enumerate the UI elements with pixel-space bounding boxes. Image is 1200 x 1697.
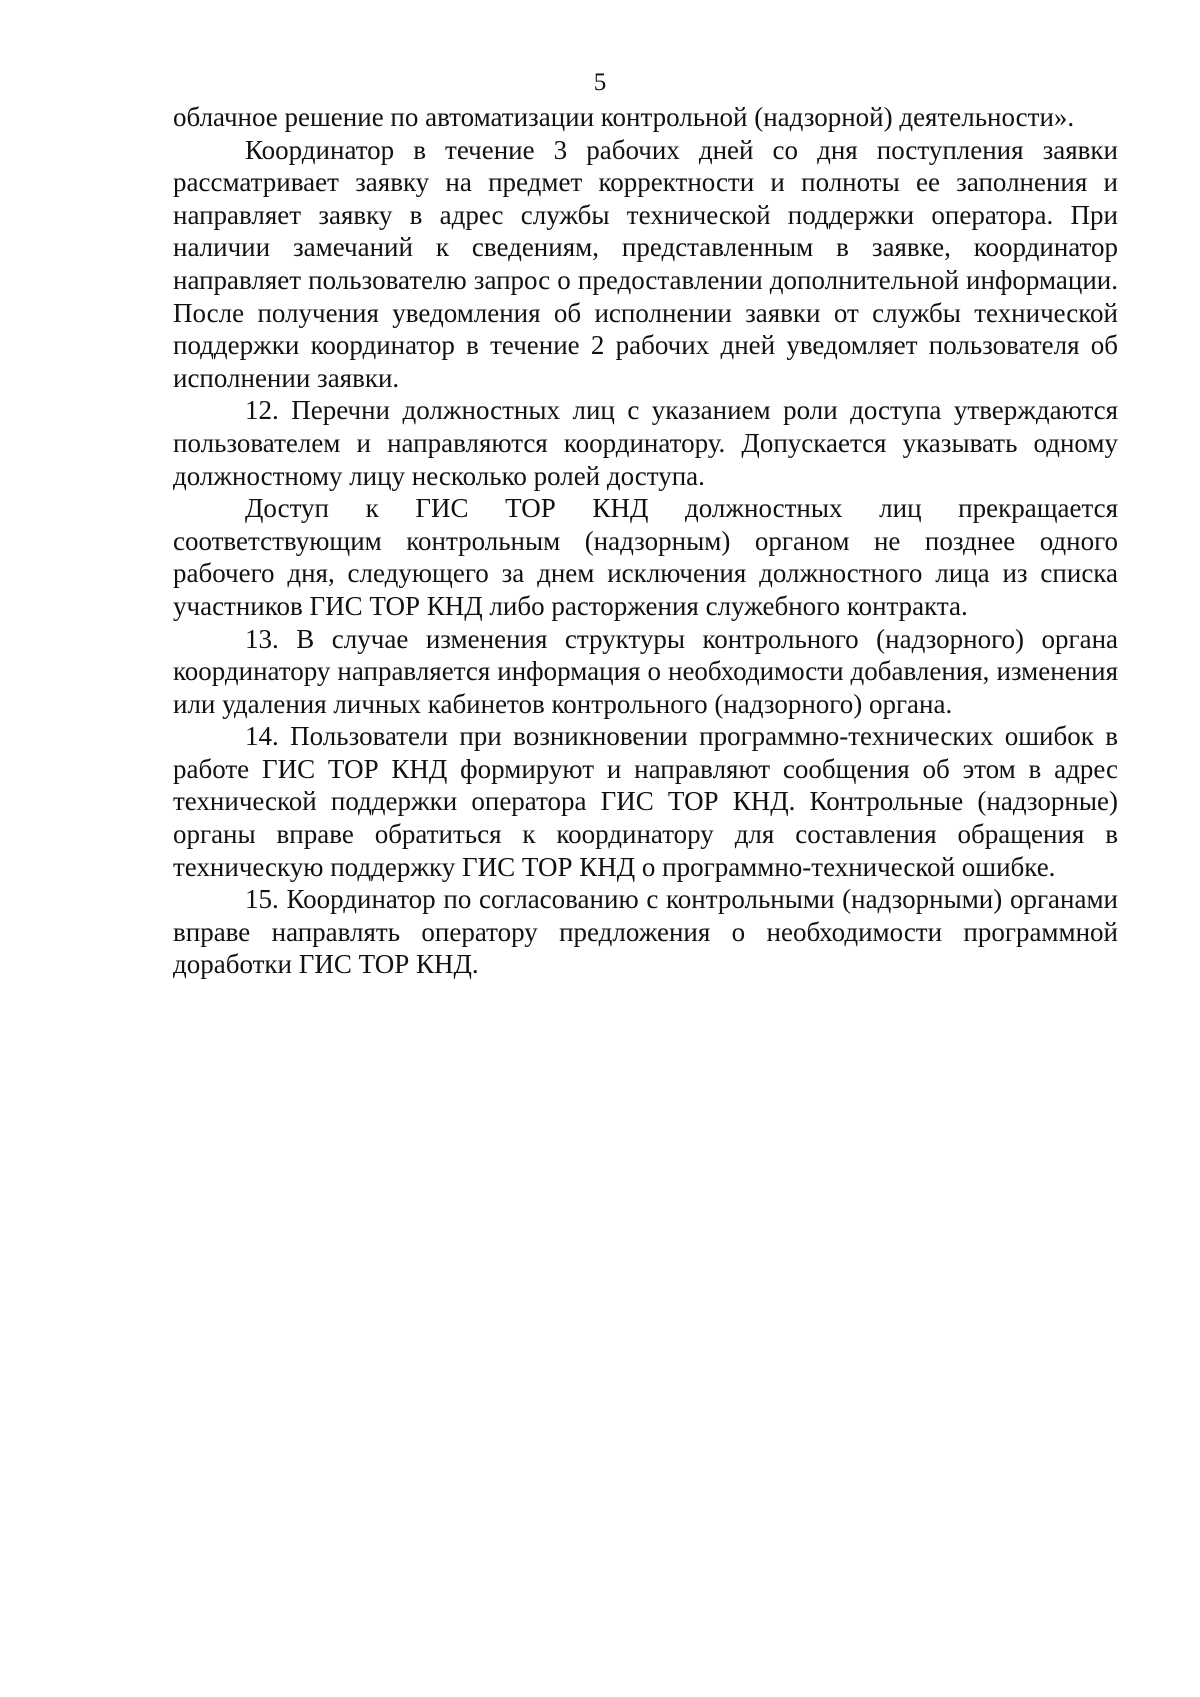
paragraph-item-12: 12. Перечни должностных лиц с указанием роли доступа утверждаются пользователем и направляются координатору. Допускается указывать одному должностному лицу несколько ролей доступа. — [173, 395, 1118, 491]
page-number: 5 — [593, 69, 607, 96]
paragraph-access-termination: Доступ к ГИС ТОР КНД должностных лиц прекращается соответствующим контрольным (надзорным) органом не позднее одного рабочего дня, следующего за днем исключения должностного лица из списка участников ГИС ТОР КНД либо расторжения служебного контракта. — [173, 493, 1118, 621]
paragraph-item-14: 14. Пользователи при возникновении программно-технических ошибок в работе ГИС ТОР КНД формируют и направляют сообщения об этом в адрес технической поддержки оператора ГИС ТОР КНД. Контрольные (надзорные) органы вправе обратиться к координатору для составления обращения в техническую поддержку ГИС ТОР КНД о программно-технической ошибке. — [173, 721, 1118, 882]
paragraph-item-15: 15. Координатор по согласованию с контрольными (надзорными) органами вправе направлять оператору предложения о необходимости программной доработки ГИС ТОР КНД. — [173, 884, 1118, 980]
paragraph-coordinator-review: Координатор в течение 3 рабочих дней со дня поступления заявки рассматривает заявку на предмет корректности и полноты ее заполнения и направляет заявку в адрес службы технической поддержки оператора. При наличии замечаний к сведениям, представленным в заявке, координатор направляет пользователю запрос о предоставлении дополнительной информации. После получения уведомления об исполнении заявки от службы технической поддержки координатор в течение 2 рабочих дней уведомляет пользователя об исполнении заявки. — [173, 134, 1118, 393]
paragraph-item-13: 13. В случае изменения структуры контрольного (надзорного) органа координатору направляется информация о необходимости добавления, изменения или удаления личных кабинетов контрольного (надзорного) органа. — [173, 623, 1118, 719]
paragraph-continuation: облачное решение по автоматизации контрольной (надзорной) деятельности». — [173, 102, 1075, 132]
document-body — [173, 101, 1118, 981]
